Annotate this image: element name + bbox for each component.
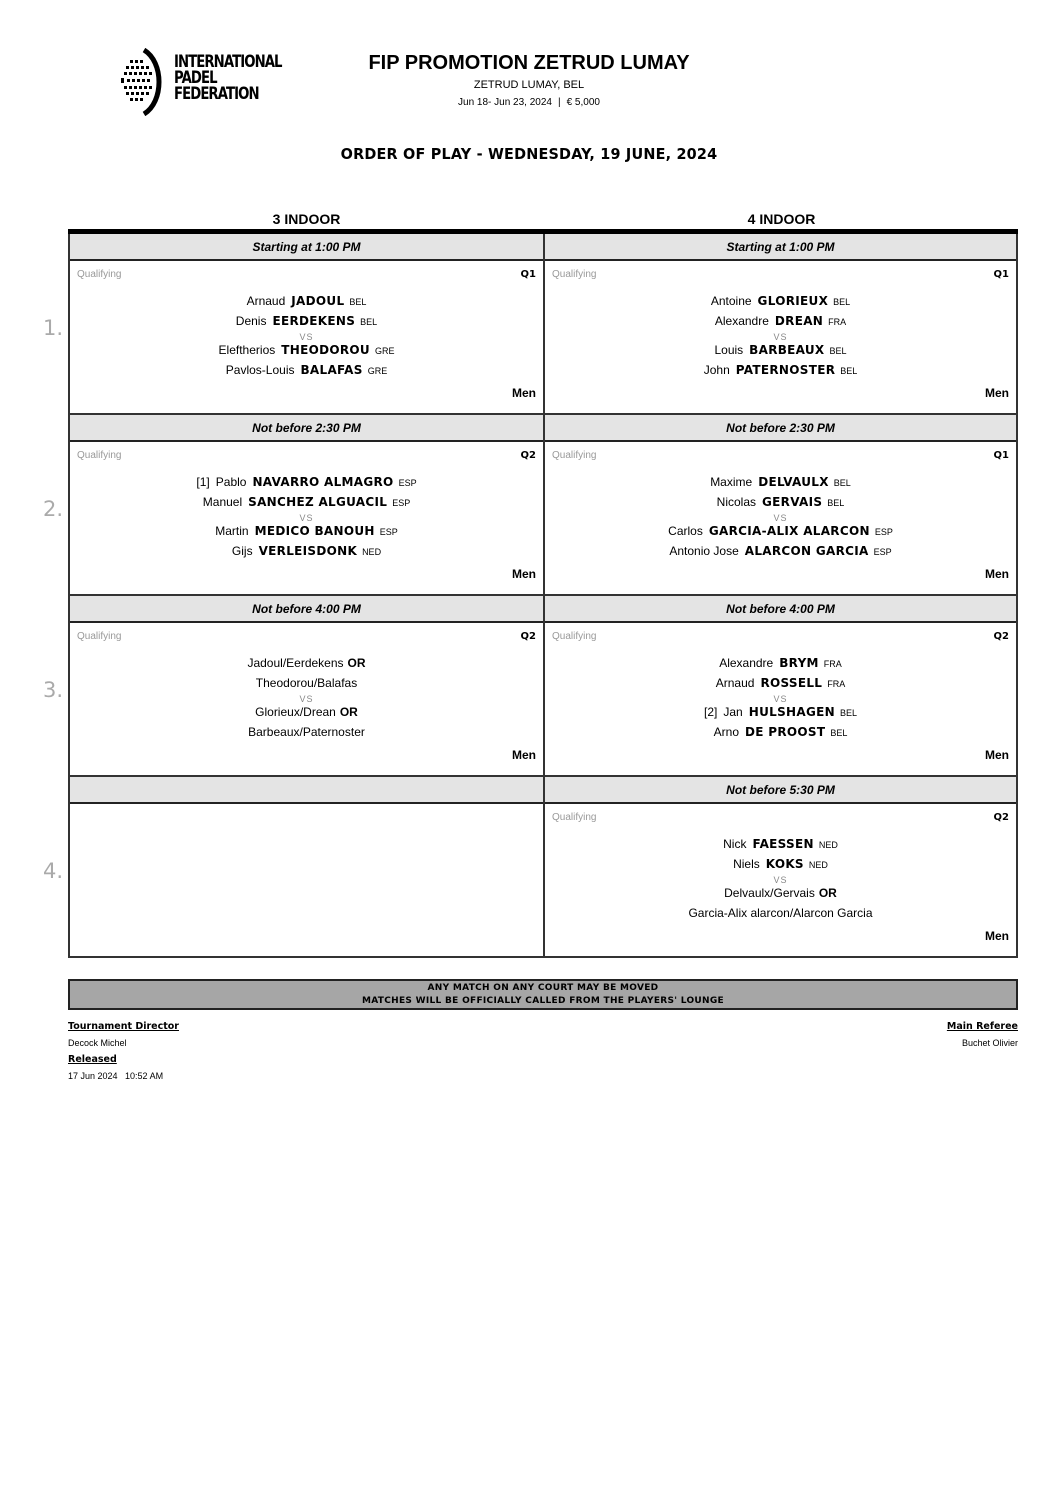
match-round: Q2: [993, 631, 1009, 642]
match-gender: Men: [985, 929, 1009, 943]
player-first-name: Alexandre: [719, 656, 774, 670]
player-last-name: BARBEAUX: [749, 343, 825, 357]
notice-banner: [68, 979, 1018, 1010]
player-last-name: DE PROOST: [745, 725, 826, 739]
pending-team-name: Theodorou/Balafas: [255, 676, 358, 690]
player-nationality: ESP: [392, 498, 411, 508]
court-name: 4 INDOOR: [747, 211, 816, 227]
player-first-name: Louis: [714, 343, 744, 357]
match-round: Q2: [993, 812, 1009, 823]
player: [545, 313, 1016, 333]
player-last-name: PATERNOSTER: [735, 363, 836, 377]
player: [70, 342, 543, 362]
player-nationality: ESP: [873, 547, 892, 557]
match-card[interactable]: [70, 261, 543, 415]
player-first-name: Maxime: [710, 475, 753, 489]
schedule-row: [43, 234, 1018, 415]
match-cell: [68, 415, 543, 596]
player-nationality: ESP: [398, 478, 417, 488]
row-number: 1.: [43, 316, 64, 340]
separator: |: [557, 97, 561, 108]
start-time: Not before 2:30 PM: [70, 415, 543, 442]
player-first-name: Pavlos-Louis: [225, 363, 295, 377]
pending-team-name: Garcia-Alix alarcon/Alarcon Garcia: [688, 906, 873, 920]
court-name: 3 INDOOR: [272, 211, 341, 227]
notice-line: MATCHES WILL BE OFFICIALLY CALLED FROM THE PLAYERS' LOUNGE: [361, 996, 725, 1006]
player: [545, 724, 1016, 744]
player-first-name: Manuel: [202, 495, 243, 509]
player-last-name: VERLEISDONK: [258, 544, 358, 558]
player-first-name: Eleftherios: [218, 343, 276, 357]
player: [545, 543, 1016, 563]
player-nationality: FRA: [823, 659, 842, 669]
or-label: OR: [818, 886, 837, 900]
director-label: Tournament Director: [68, 1021, 179, 1032]
player-last-name: NAVARRO ALMAGRO: [252, 475, 394, 489]
player: [545, 856, 1016, 876]
player: [545, 342, 1016, 362]
pending-team: [70, 724, 543, 744]
match-gender: Men: [512, 386, 536, 400]
match-card[interactable]: [545, 804, 1016, 958]
match-type: Qualifying: [77, 269, 122, 280]
match-card[interactable]: [70, 623, 543, 777]
pending-team-name: Delvaulx/Gervais: [724, 886, 815, 900]
player-first-name: Arnaud: [246, 294, 286, 308]
player-first-name: Arnaud: [715, 676, 755, 690]
match-type: Qualifying: [552, 812, 597, 823]
player-nationality: BEL: [840, 366, 858, 376]
match-type: Qualifying: [552, 450, 597, 461]
versus-label: VS: [299, 694, 314, 704]
player-first-name: Pablo: [215, 475, 247, 489]
or-label: OR: [339, 705, 358, 719]
order-of-play-heading: ORDER OF PLAY - WEDNESDAY, 19 JUNE, 2024: [340, 145, 718, 163]
player-nationality: NED: [362, 547, 382, 557]
logo-line: INTERNATIONAL: [174, 52, 282, 72]
match-cell: [543, 234, 1018, 415]
player-nationality: FRA: [828, 317, 847, 327]
player-last-name: BALAFAS: [300, 363, 363, 377]
match-cell: [543, 596, 1018, 777]
versus-label: VS: [773, 332, 788, 342]
director-name: Decock Michel: [68, 1038, 127, 1048]
player: [545, 836, 1016, 856]
match-round: Q2: [520, 450, 536, 461]
match-type: Qualifying: [552, 631, 597, 642]
match-round: Q1: [520, 269, 536, 280]
player: [545, 362, 1016, 382]
start-time: Not before 4:00 PM: [70, 596, 543, 623]
player-nationality: BEL: [827, 498, 845, 508]
player: [545, 675, 1016, 695]
match-round: Q2: [520, 631, 536, 642]
player-first-name: Denis: [235, 314, 267, 328]
player-nationality: ESP: [379, 527, 398, 537]
player-first-name: Jan: [723, 705, 743, 719]
pending-team: [70, 655, 543, 675]
player-first-name: Niels: [733, 857, 760, 871]
player-last-name: FAESSEN: [752, 837, 814, 851]
match-gender: Men: [985, 386, 1009, 400]
match-gender: Men: [985, 567, 1009, 581]
pending-team: [70, 675, 543, 695]
player-first-name: Antoine: [710, 294, 752, 308]
or-label: OR: [347, 656, 366, 670]
player-first-name: Carlos: [668, 524, 703, 538]
versus-label: VS: [299, 332, 314, 342]
player-nationality: BEL: [360, 317, 378, 327]
start-time: Not before 4:00 PM: [545, 596, 1016, 623]
player-last-name: KOKS: [765, 857, 804, 871]
referee-label: Main Referee: [946, 1021, 1018, 1032]
tournament-location: ZETRUD LUMAY, BEL: [473, 79, 585, 91]
row-number: 2.: [43, 497, 64, 521]
schedule-row: [43, 596, 1018, 777]
player-last-name: GARCIA-ALIX ALARCON: [708, 524, 870, 538]
player-seed: [1]: [196, 475, 210, 489]
player-last-name: GERVAIS: [762, 495, 823, 509]
match-round: Q1: [993, 269, 1009, 280]
player-first-name: Alexandre: [714, 314, 769, 328]
player-nationality: BEL: [349, 297, 367, 307]
start-time: Starting at 1:00 PM: [545, 234, 1016, 261]
player: [545, 494, 1016, 514]
order-of-play-grid: [43, 229, 1018, 958]
player-first-name: Gijs: [231, 544, 253, 558]
player: [70, 494, 543, 514]
released-label: Released: [68, 1054, 117, 1065]
player-last-name: ROSSELL: [760, 676, 823, 690]
player-last-name: EERDEKENS: [272, 314, 356, 328]
match-round: Q1: [993, 450, 1009, 461]
player-last-name: GLORIEUX: [757, 294, 829, 308]
player-nationality: ESP: [874, 527, 893, 537]
player-last-name: BRYM: [779, 656, 819, 670]
player-nationality: NED: [818, 840, 838, 850]
player-nationality: BEL: [833, 297, 851, 307]
player: [70, 474, 543, 494]
player-nationality: BEL: [829, 346, 847, 356]
schedule-row: [43, 777, 1018, 958]
player-last-name: HULSHAGEN: [748, 705, 835, 719]
player-first-name: Antonio Jose: [669, 544, 739, 558]
match-cell: [543, 415, 1018, 596]
versus-label: VS: [773, 694, 788, 704]
pending-team: [545, 905, 1016, 925]
player: [545, 474, 1016, 494]
match-type: Qualifying: [77, 631, 122, 642]
tournament-dates: [0, 97, 1058, 108]
player-last-name: JADOUL: [291, 294, 345, 308]
start-time: Not before 2:30 PM: [545, 415, 1016, 442]
tournament-title: FIP PROMOTION ZETRUD LUMAY: [368, 52, 690, 74]
player-nationality: BEL: [830, 728, 848, 738]
match-type: Qualifying: [552, 269, 597, 280]
prize-money: € 5,000: [566, 97, 600, 108]
player: [70, 293, 543, 313]
player-nationality: BEL: [839, 708, 857, 718]
versus-label: VS: [773, 875, 788, 885]
player: [545, 704, 1016, 724]
player-last-name: DELVAULX: [758, 475, 829, 489]
player-nationality: GRE: [367, 366, 388, 376]
player: [70, 523, 543, 543]
match-card[interactable]: [545, 442, 1016, 596]
player-last-name: DREAN: [774, 314, 824, 328]
player-nationality: GRE: [374, 346, 395, 356]
player-first-name: Martin: [215, 524, 249, 538]
player-last-name: ALARCON GARCIA: [744, 544, 869, 558]
player: [545, 293, 1016, 313]
date-range: Jun 18- Jun 23, 2024: [458, 97, 552, 108]
pending-team: [70, 704, 543, 724]
match-gender: Men: [985, 748, 1009, 762]
start-time: Starting at 1:00 PM: [70, 234, 543, 261]
pending-team-name: Jadoul/Eerdekens: [247, 656, 344, 670]
released-timestamp: 17 Jun 2024 10:52 AM: [68, 1071, 164, 1081]
player: [70, 362, 543, 382]
player-seed: [2]: [704, 705, 718, 719]
player-nationality: BEL: [833, 478, 851, 488]
player: [545, 655, 1016, 675]
player-first-name: Nicolas: [716, 495, 757, 509]
player-nationality: NED: [808, 860, 828, 870]
player-nationality: FRA: [827, 679, 846, 689]
versus-label: VS: [773, 513, 788, 523]
versus-label: VS: [299, 513, 314, 523]
match-cell: [543, 777, 1018, 958]
player: [70, 543, 543, 563]
match-gender: Men: [512, 567, 536, 581]
referee-name: Buchet Olivier: [961, 1038, 1018, 1048]
match-card[interactable]: [545, 261, 1016, 415]
logo-line: FEDERATION: [174, 84, 259, 104]
player-first-name: Nick: [723, 837, 747, 851]
row-number: 3.: [43, 678, 64, 702]
player-last-name: SANCHEZ ALGUACIL: [248, 495, 388, 509]
logo-line: PADEL: [174, 68, 217, 88]
pending-team: [545, 885, 1016, 905]
start-time: Not before 5:30 PM: [545, 777, 1016, 804]
notice-line: ANY MATCH ON ANY COURT MAY BE MOVED: [427, 983, 659, 993]
match-cell: [68, 596, 543, 777]
start-time: [70, 777, 543, 804]
player-first-name: Arno: [713, 725, 740, 739]
match-gender: Men: [512, 748, 536, 762]
match-cell-empty: [68, 777, 543, 958]
schedule-row: [43, 415, 1018, 596]
match-type: Qualifying: [77, 450, 122, 461]
player-first-name: John: [703, 363, 730, 377]
pending-team-name: Glorieux/Drean: [255, 705, 336, 719]
player-last-name: THEODOROU: [281, 343, 370, 357]
match-card[interactable]: [70, 442, 543, 596]
match-card[interactable]: [545, 623, 1016, 777]
pending-team-name: Barbeaux/Paternoster: [248, 725, 365, 739]
row-number: 4.: [43, 859, 64, 883]
match-cell: [68, 234, 543, 415]
player: [545, 523, 1016, 543]
player-last-name: MEDICO BANOUH: [254, 524, 375, 538]
player: [70, 313, 543, 333]
empty-slot: [70, 804, 543, 958]
